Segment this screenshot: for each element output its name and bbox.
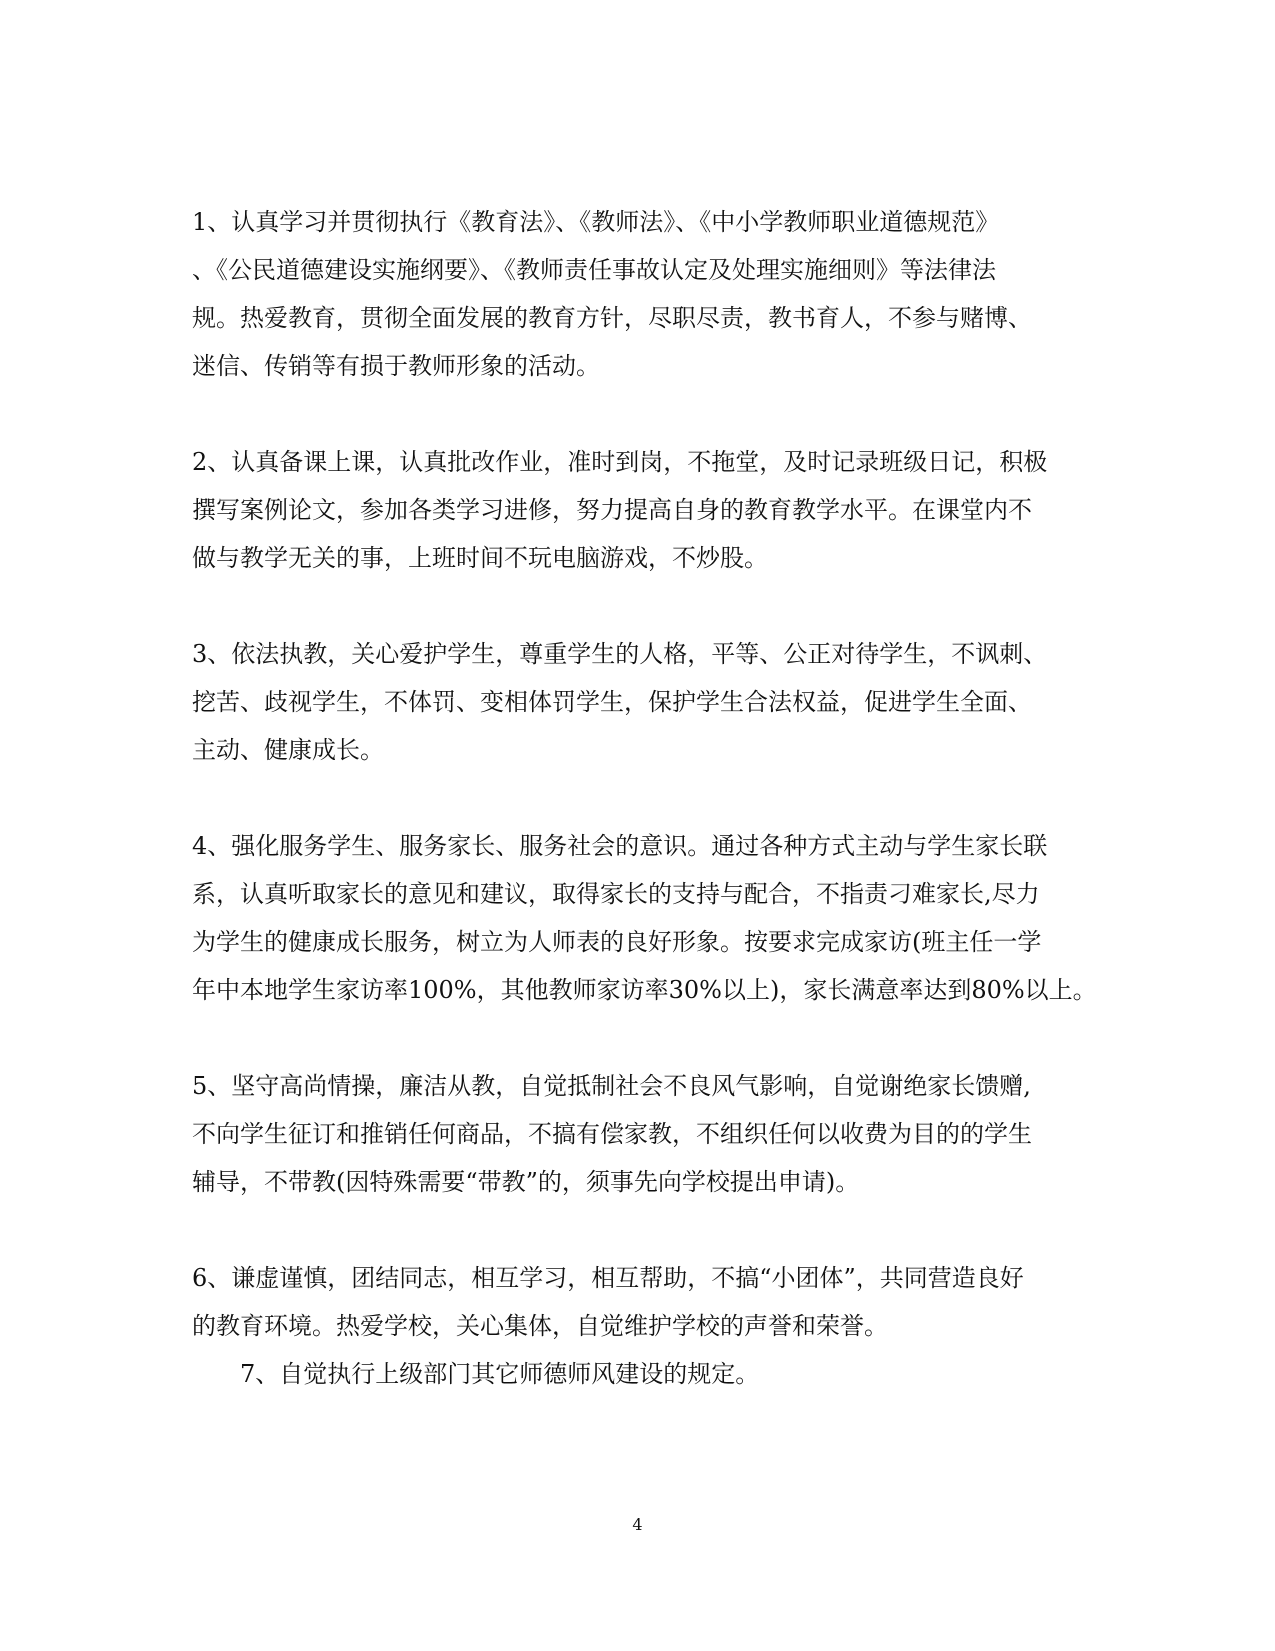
paragraph-line: 不向学生征订和推销任何商品，不搞有偿家教，不组织任何以收费为目的的学生 (192, 1120, 1032, 1148)
paragraph-line: 7、自觉执行上级部门其它师德师风建设的规定。 (240, 1360, 760, 1388)
paragraph-spacer (192, 390, 1082, 438)
paragraph-line: 2、认真备课上课，认真批改作业，准时到岗，不拖堂，及时记录班级日记，积极 (192, 448, 1048, 476)
paragraph-line: 系，认真听取家长的意见和建议，取得家长的支持与配合，不指责刁难家长,尽力 (192, 880, 1040, 908)
paragraph-line: 年中本地学生家访率100%，其他教师家访率30%以上)，家长满意率达到80%以上。 (192, 976, 1097, 1004)
paragraph-line: 、《公民道德建设实施纲要》、《教师责任事故认定及处理实施细则》等法律法 (192, 256, 996, 284)
page-number: 4 (632, 1515, 643, 1534)
paragraph-line: 辅导，不带教(因特殊需要“带教”的，须事先向学校提出申请)。 (192, 1168, 860, 1196)
paragraph-line: 5、坚守高尚情操，廉洁从教，自觉抵制社会不良风气影响，自觉谢绝家长馈赠, (192, 1072, 1031, 1100)
paragraph-line: 迷信、传销等有损于教师形象的活动。 (192, 352, 600, 380)
paragraph-line: 撰写案例论文，参加各类学习进修，努力提高自身的教育教学水平。在课堂内不 (192, 496, 1032, 524)
paragraph-spacer (192, 582, 1082, 630)
paragraph-spacer (192, 774, 1082, 822)
document-body (192, 198, 1097, 1398)
paragraph-line: 4、强化服务学生、服务家长、服务社会的意识。通过各种方式主动与学生家长联 (192, 832, 1048, 860)
paragraph-spacer (192, 1206, 1082, 1254)
paragraph-line: 1、认真学习并贯彻执行《教育法》、《教师法》、《中小学教师职业道德规范》 (192, 208, 1000, 236)
paragraph-1 (192, 198, 1082, 390)
paragraph-line: 6、谦虚谨慎，团结同志，相互学习，相互帮助，不搞“小团体”，共同营造良好 (192, 1264, 1024, 1292)
paragraph-2 (192, 438, 1082, 582)
paragraph-spacer (192, 1014, 1082, 1062)
paragraph-line: 规。热爱教育，贯彻全面发展的教育方针，尽职尽责，教书育人，不参与赌博、 (192, 304, 1032, 332)
paragraph-line: 主动、健康成长。 (192, 736, 384, 764)
paragraph-7 (192, 1350, 1082, 1398)
paragraph-line: 为学生的健康成长服务，树立为人师表的良好形象。按要求完成家访(班主任一学 (192, 928, 1042, 956)
paragraph-4 (192, 822, 1097, 1014)
paragraph-line: 3、依法执教，关心爱护学生，尊重学生的人格，平等、公正对待学生，不讽刺、 (192, 640, 1048, 668)
paragraph-5 (192, 1062, 1082, 1206)
paragraph-line: 的教育环境。热爱学校，关心集体，自觉维护学校的声誉和荣誉。 (192, 1312, 888, 1340)
paragraph-6 (192, 1254, 1082, 1350)
paragraph-line: 挖苦、歧视学生，不体罚、变相体罚学生，保护学生合法权益，促进学生全面、 (192, 688, 1032, 716)
paragraph-3 (192, 630, 1082, 774)
paragraph-line: 做与教学无关的事，上班时间不玩电脑游戏，不炒股。 (192, 544, 768, 572)
